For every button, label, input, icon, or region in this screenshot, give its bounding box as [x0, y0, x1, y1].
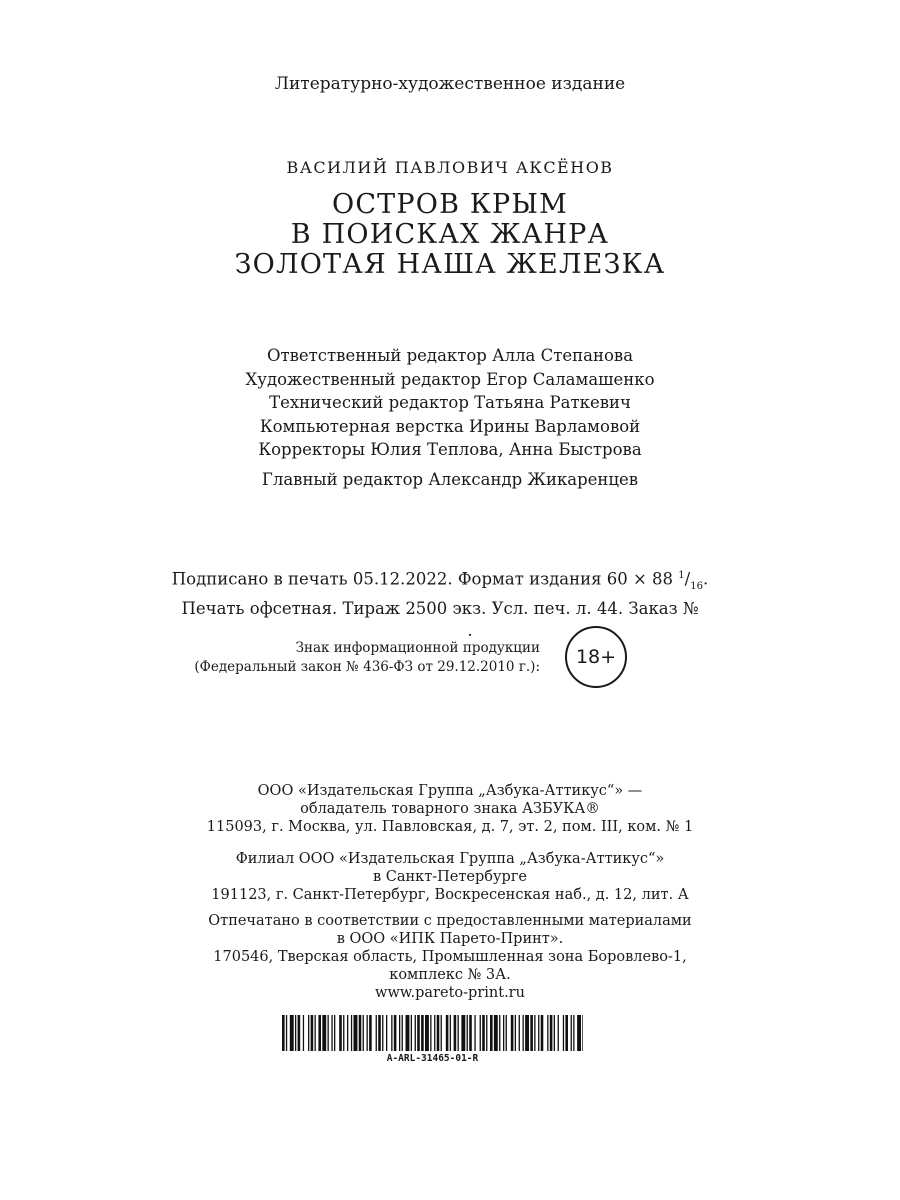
barcode-bar [290, 1015, 294, 1051]
imprint-line-2 [160, 598, 720, 642]
barcode-bar [421, 1015, 424, 1051]
barcode-bar [367, 1015, 368, 1051]
barcode-bar [334, 1015, 335, 1051]
imprint-print-text: Печать офсетная. Тираж 2500 экз. Усл. печ. л. 44. Заказ № [181, 598, 699, 618]
barcode-bar [511, 1015, 514, 1051]
barcode-bar [391, 1015, 392, 1051]
fraction-numerator: 1 [678, 570, 685, 581]
barcode-bar [563, 1015, 564, 1051]
barcode-bar [425, 1015, 429, 1051]
barcode-bar [530, 1015, 533, 1051]
barcode-bar [437, 1015, 440, 1051]
barcode-bar [454, 1015, 457, 1051]
barcode-bar [399, 1015, 400, 1051]
barcode-bar [474, 1015, 475, 1051]
barcode-bar [538, 1015, 539, 1051]
barcode-bar [573, 1015, 574, 1051]
barcode-bar [486, 1015, 487, 1051]
barcode-bar [519, 1015, 520, 1051]
barcode-bar [394, 1015, 397, 1051]
publisher-line: 115093, г. Москва, ул. Павловская, д. 7, эт. 2, пом. III, ком. № 1 [206, 819, 694, 835]
barcode-bar [490, 1015, 493, 1051]
barcode-bar [376, 1015, 377, 1051]
barcode-bar [351, 1015, 352, 1051]
barcode-bar [523, 1015, 524, 1051]
barcode-bar [506, 1015, 507, 1051]
barcode-bar [286, 1015, 287, 1051]
barcode-bar [369, 1015, 372, 1051]
barcode-bar [534, 1015, 535, 1051]
imprint-period: . [467, 620, 473, 640]
barcode-bar [434, 1015, 435, 1051]
credit-line: Технический редактор Татьяна Раткевич [269, 393, 631, 412]
barcode-bar [582, 1015, 583, 1051]
barcode-bar [461, 1015, 465, 1051]
barcode-bar [547, 1015, 548, 1051]
fraction-separator: / [684, 569, 691, 589]
barcode-bar [554, 1015, 555, 1051]
barcode-bar [503, 1015, 504, 1051]
printer-line: комплекс № 3А. [389, 967, 511, 983]
author-name: ВАСИЛИЙ ПАВЛОВИЧ АКСЁНОВ [286, 158, 614, 177]
barcode-bar [467, 1015, 468, 1051]
barcode-bar [295, 1015, 296, 1051]
barcode-bar [482, 1015, 485, 1051]
branch-line: в Санкт-Петербурге [373, 869, 527, 885]
barcode-bar [415, 1015, 416, 1051]
barcode-bar [515, 1015, 516, 1051]
barcode-bar [480, 1015, 481, 1051]
barcode-bar [406, 1015, 410, 1051]
imprint-period: . [702, 569, 709, 589]
branch-line: 191123, г. Санкт-Петербург, Воскресенская наб., д. 12, лит. А [211, 887, 689, 903]
credit-line: Художественный редактор Егор Саламашенко [245, 369, 655, 389]
barcode-bar [359, 1015, 362, 1051]
credit-line: Корректоры Юлия Теплова, Анна Быстрова [258, 440, 642, 459]
title-line: ЗОЛОТАЯ НАША ЖЕЛЕЗКА [234, 249, 666, 280]
printer-block [0, 912, 900, 1002]
barcode-bar [446, 1015, 449, 1051]
barcode-bar [318, 1015, 321, 1051]
credit-line: Ответственный редактор Алла Степанова [266, 346, 634, 365]
info-sign-text [194, 639, 540, 677]
imprint-line-1 [160, 565, 720, 598]
barcode-bar [311, 1015, 314, 1051]
barcode-bar [303, 1015, 304, 1051]
imprint-format-text: Подписано в печать 05.12.2022. Формат издания 60 × 88 [171, 569, 679, 589]
publisher-line: ООО «Издательская Группа „Азбука-Аттикус“» — [257, 783, 643, 799]
barcode-bar [328, 1015, 329, 1051]
barcode-bar [315, 1015, 316, 1051]
barcode-bar [430, 1015, 431, 1051]
barcode-bar [458, 1015, 459, 1051]
barcode-bar [494, 1015, 498, 1051]
credits-block [0, 344, 900, 462]
barcode-bar [382, 1015, 383, 1051]
barcode-bar [378, 1015, 381, 1051]
barcode-bar [550, 1015, 553, 1051]
barcode-bar [565, 1015, 568, 1051]
title-line: ОСТРОВ КРЫМ [331, 189, 568, 220]
barcode-bar [541, 1015, 544, 1051]
title-line: В ПОИСКАХ ЖАНРА [290, 219, 610, 250]
branch-block [0, 850, 900, 904]
fraction-denominator: 16 [690, 580, 703, 592]
info-sign-line: (Федеральный закон № 436-ФЗ от 29.12.2010 г.): [194, 659, 540, 675]
imprint-block [160, 565, 720, 642]
barcode-bar [417, 1015, 420, 1051]
barcode-label: A-ARL-31465-01-R [386, 1053, 479, 1064]
barcode-bar [386, 1015, 387, 1051]
barcode-bar [558, 1015, 559, 1051]
publisher-block [0, 782, 900, 836]
titles-block [0, 190, 900, 280]
printer-url: www.pareto-print.ru [375, 985, 525, 1001]
barcode-bar [347, 1015, 348, 1051]
barcode-bar [322, 1015, 326, 1051]
barcode-bar [282, 1015, 285, 1051]
barcode-image [280, 1015, 585, 1051]
barcode-bar [571, 1015, 572, 1051]
barcode-bar [331, 1015, 332, 1051]
barcode-bar [354, 1015, 358, 1051]
publisher-line: обладатель товарного знака АЗБУКА® [300, 801, 600, 817]
chief-editor: Главный редактор Александр Жикаренцев [261, 470, 639, 489]
barcode-bar [363, 1015, 364, 1051]
barcode-bar [411, 1015, 412, 1051]
barcode-bar [308, 1015, 309, 1051]
credit-line: Компьютерная верстка Ирины Варламовой [259, 416, 641, 436]
barcode-bar [525, 1015, 529, 1051]
printer-line: Отпечатано в соответствии с предоставленными материалами [208, 913, 692, 929]
age-rating-badge: 18+ [565, 626, 627, 688]
barcode-bar [499, 1015, 500, 1051]
barcode-bar [441, 1015, 442, 1051]
printer-line: в ООО «ИПК Парето-Принт». [336, 931, 564, 947]
barcode-bar [339, 1015, 342, 1051]
genre-line: Литературно-художественное издание [274, 74, 626, 94]
barcode-bar [402, 1015, 403, 1051]
printer-line: 170546, Тверская область, Промышленная зона Боровлево-1, [213, 949, 687, 965]
barcode-bar [298, 1015, 301, 1051]
barcode-bar [450, 1015, 451, 1051]
barcode-bar [343, 1015, 344, 1051]
branch-line: Филиал ООО «Издательская Группа „Азбука-Аттикус“» [235, 851, 665, 867]
info-sign-line: Знак информационной продукции [295, 640, 540, 656]
barcode-bar [577, 1015, 581, 1051]
barcode-bar [469, 1015, 472, 1051]
